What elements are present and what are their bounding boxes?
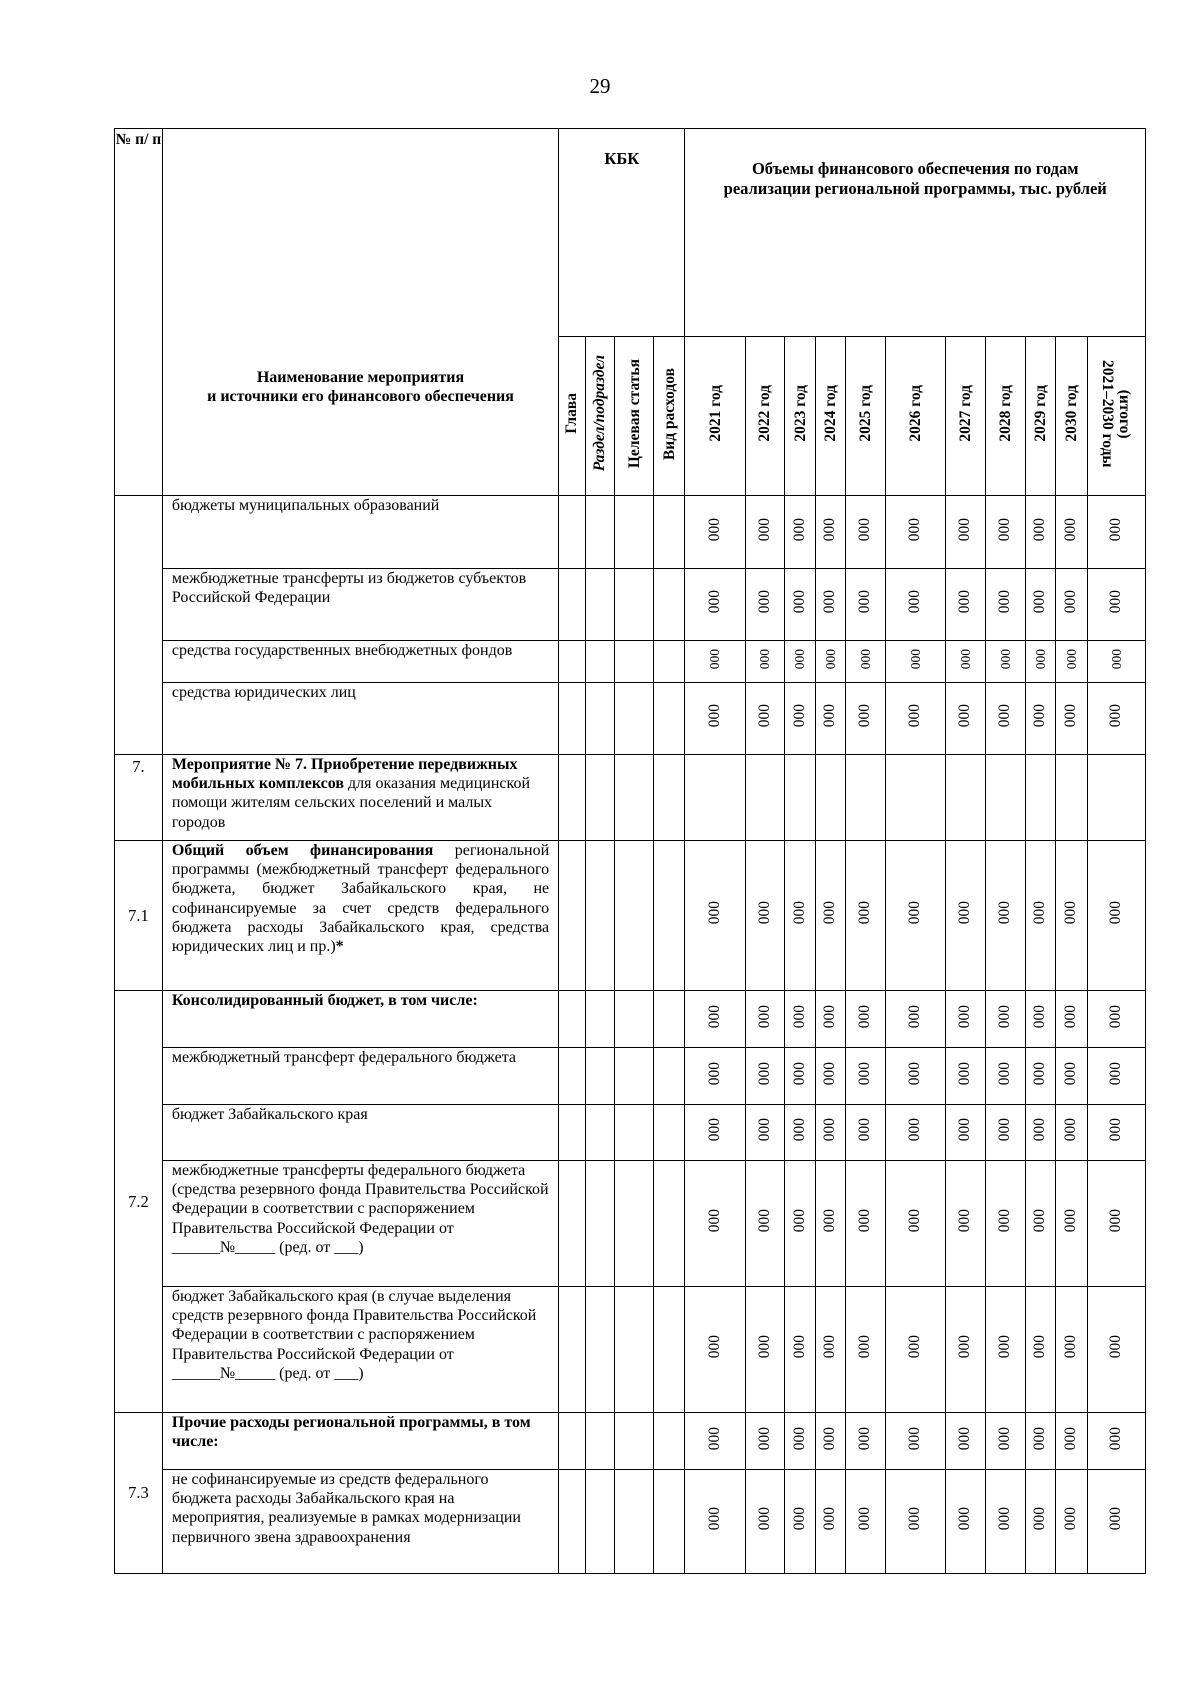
- row-name: [162, 755, 558, 841]
- value-cell: 000: [685, 641, 745, 683]
- value-cell: 000: [785, 1105, 816, 1161]
- value-cell: 000: [1025, 569, 1056, 641]
- value-cell: 000: [745, 1413, 785, 1470]
- value-cell: 000: [985, 1048, 1025, 1105]
- value-cell: 000: [815, 569, 846, 641]
- header-kbk: КБК: [559, 129, 685, 337]
- value-cell: 000: [886, 1470, 946, 1574]
- value-cell: 000: [846, 496, 886, 569]
- header-year-2029: 2029 год: [1025, 337, 1056, 496]
- header-num: № п/ п: [115, 129, 163, 496]
- value-cell: 000: [946, 1048, 986, 1105]
- value-cell: 000: [1056, 683, 1088, 755]
- value-cell: 000: [846, 991, 886, 1048]
- value-cell: 000: [815, 1048, 846, 1105]
- value-cell: 000: [985, 1287, 1025, 1413]
- row-name: бюджеты муниципальных образований: [162, 496, 558, 569]
- value-cell: 000: [745, 841, 785, 991]
- value-cell: 000: [946, 641, 986, 683]
- value-cell: 000: [1056, 569, 1088, 641]
- header-year-2026: 2026 год: [886, 337, 946, 496]
- value-cell: 000: [815, 1287, 846, 1413]
- value-cell: 000: [745, 1161, 785, 1287]
- value-cell: 000: [685, 1413, 745, 1470]
- header-year-2025: 2025 год: [846, 337, 886, 496]
- row-num: 7.: [115, 755, 163, 841]
- header-volume: [685, 129, 1146, 337]
- value-cell: 000: [785, 641, 816, 683]
- row-name: межбюджетные трансферты из бюджетов субъектов Российской Федерации: [162, 569, 558, 641]
- value-cell: 000: [946, 1161, 986, 1287]
- value-cell: 000: [815, 496, 846, 569]
- header-name: [162, 129, 558, 496]
- value-cell: 000: [1087, 1287, 1145, 1413]
- row-num: 7.3: [115, 1413, 163, 1574]
- value-cell: 000: [745, 683, 785, 755]
- value-cell: 000: [946, 841, 986, 991]
- table-row: [115, 683, 1146, 755]
- table-row: [115, 991, 1146, 1048]
- value-cell: 000: [1025, 1413, 1056, 1470]
- value-cell: 000: [946, 683, 986, 755]
- value-cell: 000: [1056, 1048, 1088, 1105]
- value-cell: 000: [745, 1287, 785, 1413]
- value-cell: 000: [785, 496, 816, 569]
- value-cell: 000: [886, 1105, 946, 1161]
- header-year-2021: 2021 год: [685, 337, 745, 496]
- value-cell: 000: [785, 841, 816, 991]
- row-name: межбюджетные трансферты федерального бюджета (средства резервного фонда Правительства Российской Федерации в соответствии с распоряжением Правительства Российской Федерации от ______№_____ (ред. от ___): [162, 1161, 558, 1287]
- value-cell: 000: [846, 1470, 886, 1574]
- row-name: бюджет Забайкальского края: [162, 1105, 558, 1161]
- value-cell: 000: [1056, 496, 1088, 569]
- value-cell: 000: [1056, 641, 1088, 683]
- value-cell: 000: [946, 991, 986, 1048]
- header-kbk-type: Вид расходов: [653, 337, 685, 496]
- table-row: [115, 569, 1146, 641]
- header-volume-line1: Объемы финансового обеспечения по годам: [751, 159, 1079, 178]
- value-cell: 000: [1087, 641, 1145, 683]
- financing-table: [114, 128, 1146, 1574]
- value-cell: 000: [1087, 841, 1145, 991]
- value-cell: 000: [1087, 1470, 1145, 1574]
- value-cell: 000: [985, 496, 1025, 569]
- value-cell: 000: [1056, 1161, 1088, 1287]
- row-name-rest: для оказания медицинской помощи жителям сельских поселений и малых городов: [171, 775, 531, 831]
- row-name: бюджет Забайкальского края (в случае выделения средств резервного фонда Правительства Российской Федерации в соответствии с распоряжением Правительства Российской Федерации от ______№_____ (ред. от ___): [162, 1287, 558, 1413]
- header-year-2022: 2022 год: [745, 337, 785, 496]
- value-cell: 000: [946, 1287, 986, 1413]
- value-cell: 000: [1087, 991, 1145, 1048]
- value-cell: 000: [785, 683, 816, 755]
- value-cell: 000: [815, 1470, 846, 1574]
- page-number: 29: [589, 74, 611, 98]
- value-cell: 000: [1025, 683, 1056, 755]
- row-num: 7.1: [115, 841, 163, 991]
- value-cell: 000: [1087, 1048, 1145, 1105]
- value-cell: 000: [1056, 1470, 1088, 1574]
- value-cell: 000: [685, 683, 745, 755]
- value-cell: 000: [1087, 1413, 1145, 1470]
- header-year-2027: 2027 год: [946, 337, 986, 496]
- value-cell: 000: [846, 1413, 886, 1470]
- header-name-line1: Наименование мероприятия: [256, 368, 465, 386]
- value-cell: 000: [685, 1287, 745, 1413]
- header-kbk-target: Целевая статья: [615, 337, 654, 496]
- table-row: [115, 1048, 1146, 1105]
- value-cell: 000: [745, 991, 785, 1048]
- value-cell: 000: [886, 1161, 946, 1287]
- value-cell: 000: [985, 569, 1025, 641]
- value-cell: 000: [846, 683, 886, 755]
- value-cell: 000: [745, 1470, 785, 1574]
- row-name: Прочие расходы региональной программы, в том числе:: [162, 1413, 558, 1470]
- value-cell: 000: [886, 569, 946, 641]
- value-cell: 000: [886, 841, 946, 991]
- row-name: не софинансируемые из средств федерального бюджета расходы Забайкальского края на мероприятия, реализуемые в рамках модернизации первичного звена здравоохранения: [162, 1470, 558, 1574]
- value-cell: 000: [815, 991, 846, 1048]
- value-cell: 000: [1025, 1048, 1056, 1105]
- value-cell: 000: [1087, 683, 1145, 755]
- header-year-2023: 2023 год: [785, 337, 816, 496]
- table-row: [115, 1470, 1146, 1574]
- value-cell: 000: [1025, 1105, 1056, 1161]
- value-cell: 000: [785, 991, 816, 1048]
- value-cell: 000: [1025, 841, 1056, 991]
- value-cell: 000: [815, 1105, 846, 1161]
- value-cell: 000: [745, 1105, 785, 1161]
- value-cell: 000: [685, 1048, 745, 1105]
- value-cell: 000: [785, 569, 816, 641]
- value-cell: 000: [985, 683, 1025, 755]
- value-cell: 000: [985, 641, 1025, 683]
- value-cell: 000: [1056, 1105, 1088, 1161]
- value-cell: 000: [886, 1287, 946, 1413]
- value-cell: 000: [785, 1048, 816, 1105]
- value-cell: 000: [1087, 569, 1145, 641]
- value-cell: 000: [685, 1470, 745, 1574]
- row-num: 7.2: [115, 991, 163, 1413]
- row-name-rest: региональной программы (межбюджетный трансферт федерального бюджета, бюджет Забайкальского края, не софинансируемые за счет средств федерального бюджета расходы Забайкальского края, средства юридических лиц и пр.): [171, 842, 550, 955]
- value-cell: 000: [946, 1105, 986, 1161]
- row-num: [115, 496, 163, 755]
- value-cell: 000: [1087, 1105, 1145, 1161]
- row-name: Консолидированный бюджет, в том числе:: [162, 991, 558, 1048]
- value-cell: 000: [985, 841, 1025, 991]
- value-cell: 000: [685, 841, 745, 991]
- value-cell: 000: [846, 569, 886, 641]
- value-cell: 000: [785, 1161, 816, 1287]
- row-name: [162, 841, 558, 991]
- value-cell: 000: [985, 1161, 1025, 1287]
- value-cell: 000: [846, 1287, 886, 1413]
- header-year-2028: 2028 год: [985, 337, 1025, 496]
- value-cell: 000: [985, 1413, 1025, 1470]
- value-cell: 000: [1056, 841, 1088, 991]
- table-row: [115, 1287, 1146, 1413]
- header-total: 2021–2030 годы (итого): [1087, 337, 1145, 496]
- table-row: [115, 1413, 1146, 1470]
- header-volume-line2: реализации региональной программы, тыс. рублей: [723, 178, 1107, 198]
- header-year-2030: 2030 год: [1056, 337, 1088, 496]
- value-cell: 000: [745, 1048, 785, 1105]
- value-cell: 000: [785, 1470, 816, 1574]
- table-row: [115, 1161, 1146, 1287]
- row-name-star: *: [335, 937, 344, 955]
- value-cell: 000: [946, 569, 986, 641]
- row-name-bold: Общий объем финансирования: [171, 842, 434, 859]
- value-cell: 000: [1087, 496, 1145, 569]
- value-cell: 000: [886, 683, 946, 755]
- value-cell: 000: [815, 683, 846, 755]
- header-row-1: [115, 129, 1146, 337]
- value-cell: 000: [1087, 1161, 1145, 1287]
- header-kbk-section: Раздел/подраздел: [585, 337, 615, 496]
- table-row: [115, 841, 1146, 991]
- value-cell: 000: [685, 569, 745, 641]
- value-cell: 000: [985, 1105, 1025, 1161]
- value-cell: 000: [846, 1161, 886, 1287]
- value-cell: 000: [815, 641, 846, 683]
- value-cell: 000: [685, 496, 745, 569]
- value-cell: 000: [1056, 1287, 1088, 1413]
- value-cell: 000: [745, 641, 785, 683]
- value-cell: 000: [886, 496, 946, 569]
- value-cell: 000: [745, 569, 785, 641]
- value-cell: 000: [946, 496, 986, 569]
- value-cell: 000: [846, 841, 886, 991]
- value-cell: 000: [815, 841, 846, 991]
- value-cell: 000: [685, 991, 745, 1048]
- table-row: [115, 755, 1146, 841]
- value-cell: 000: [685, 1161, 745, 1287]
- row-name: средства государственных внебюджетных фондов: [162, 641, 558, 683]
- value-cell: 000: [886, 991, 946, 1048]
- value-cell: 000: [1056, 1413, 1088, 1470]
- value-cell: 000: [946, 1413, 986, 1470]
- value-cell: 000: [946, 1470, 986, 1574]
- value-cell: 000: [1025, 1470, 1056, 1574]
- value-cell: 000: [785, 1287, 816, 1413]
- value-cell: 000: [1025, 1287, 1056, 1413]
- value-cell: 000: [1056, 991, 1088, 1048]
- value-cell: 000: [1025, 991, 1056, 1048]
- value-cell: 000: [745, 496, 785, 569]
- row-name-bold: Мероприятие № 7. Приобретение передвижных мобильных комплексов: [171, 756, 518, 793]
- value-cell: 000: [685, 1105, 745, 1161]
- value-cell: 000: [846, 1105, 886, 1161]
- value-cell: 000: [985, 1470, 1025, 1574]
- row-name: межбюджетный трансферт федерального бюджета: [162, 1048, 558, 1105]
- header-kbk-chapter: Глава: [559, 337, 585, 496]
- value-cell: 000: [1025, 641, 1056, 683]
- value-cell: 000: [846, 641, 886, 683]
- header-name-line2: и источники его финансового обеспечения: [207, 388, 514, 405]
- value-cell: 000: [1025, 1161, 1056, 1287]
- value-cell: 000: [985, 991, 1025, 1048]
- table-row: [115, 641, 1146, 683]
- value-cell: 000: [886, 1048, 946, 1105]
- value-cell: 000: [886, 1413, 946, 1470]
- value-cell: 000: [846, 1048, 886, 1105]
- table-row: [115, 1105, 1146, 1161]
- header-year-2024: 2024 год: [815, 337, 846, 496]
- row-name: средства юридических лиц: [162, 683, 558, 755]
- value-cell: 000: [785, 1413, 816, 1470]
- table-row: [115, 496, 1146, 569]
- value-cell: 000: [815, 1161, 846, 1287]
- value-cell: 000: [886, 641, 946, 683]
- value-cell: 000: [815, 1413, 846, 1470]
- value-cell: 000: [1025, 496, 1056, 569]
